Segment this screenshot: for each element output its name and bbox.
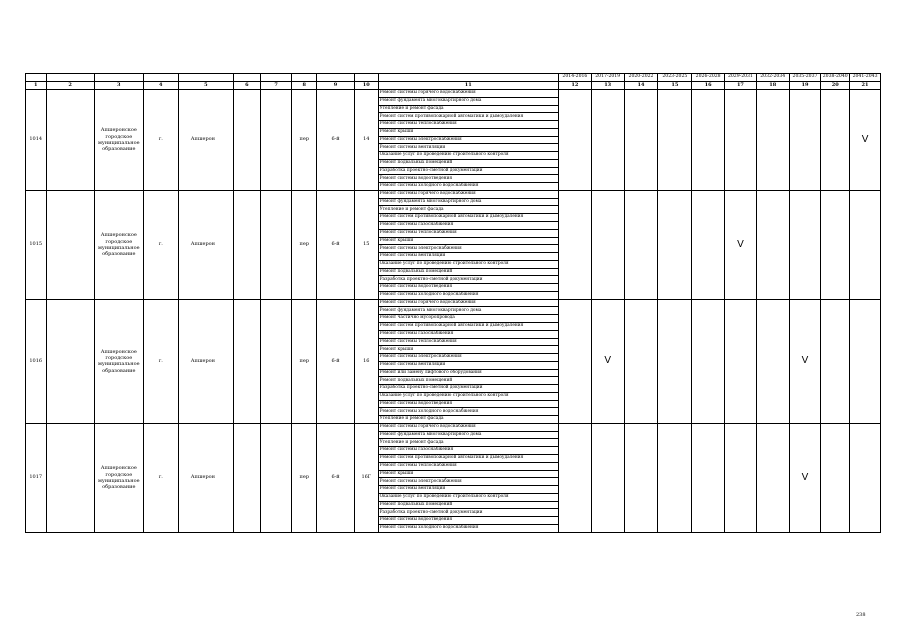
street-name: 6-й <box>317 423 355 532</box>
period-mark <box>850 423 881 532</box>
work-item: Ремонт крыши <box>378 346 558 354</box>
period-mark <box>756 190 789 299</box>
work-item: Утепление и ремонт фасада <box>378 439 558 447</box>
work-item: Ремонт фундамента многоквартирного дома <box>378 307 558 315</box>
work-item: Ремонт системы вентиляции <box>378 253 558 261</box>
year-header: 2023-2025 <box>658 74 692 82</box>
period-mark: V <box>591 299 624 423</box>
work-item: Ремонт системы вентиляции <box>378 486 558 494</box>
work-item: Ремонт подвальных помещений <box>378 268 558 276</box>
period-mark <box>821 299 850 423</box>
work-item: Ремонт системы водоотведения <box>378 284 558 292</box>
empty-cell <box>234 299 261 423</box>
work-item: Утепление и ремонт фасада <box>378 416 558 424</box>
municipality-name: Апшеронское городское муниципальное образование <box>94 423 143 532</box>
column-number: 3 <box>94 82 143 90</box>
period-mark <box>559 90 592 191</box>
work-item: Ремонт подвальных помещений <box>378 501 558 509</box>
locality-name: Апшерон <box>178 90 233 191</box>
work-item: Ремонт или замену лифтового оборудования <box>378 369 558 377</box>
work-item: Ремонт системы холодного водоснабжения <box>378 524 558 532</box>
period-mark <box>692 423 725 532</box>
work-item: Разработка проектно-сметной документации <box>378 509 558 517</box>
period-mark: V <box>789 423 821 532</box>
empty-cell <box>260 299 292 423</box>
period-mark <box>591 190 624 299</box>
house-number: 16Г <box>355 423 379 532</box>
work-item: Ремонт крыши <box>378 470 558 478</box>
work-item: Утепление и ремонт фасада <box>378 206 558 214</box>
locality-type: г. <box>143 190 178 299</box>
work-item: Разработка проектно-сметной документации <box>378 276 558 284</box>
work-item: Ремонт системы газоснабжения <box>378 222 558 230</box>
record-id: 1016 <box>26 299 47 423</box>
period-mark <box>658 299 692 423</box>
work-item: Ремонт фундамента многоквартирного дома <box>378 97 558 105</box>
work-item: Оказание услуг по проведению строительного контроля <box>378 152 558 160</box>
period-mark <box>850 299 881 423</box>
work-item: Утепление и ремонт фасада <box>378 105 558 113</box>
locality-name: Апшерон <box>178 190 233 299</box>
period-mark: V <box>725 190 757 299</box>
work-item: Ремонт системы холодного водоснабжения <box>378 408 558 416</box>
work-item: Ремонт систем противопожарной автоматики и дымоудаления <box>378 322 558 330</box>
year-header: 2029-2031 <box>725 74 757 82</box>
column-number: 4 <box>143 82 178 90</box>
street-name: 6-й <box>317 90 355 191</box>
record-id: 1014 <box>26 90 47 191</box>
period-mark <box>624 299 658 423</box>
work-item: Ремонт подвальных помещений <box>378 377 558 385</box>
empty-cell <box>234 90 261 191</box>
work-item: Оказание услуг по проведению строительного контроля <box>378 260 558 268</box>
column-number: 19 <box>789 82 821 90</box>
page-number: 238 <box>856 612 866 618</box>
period-mark <box>559 190 592 299</box>
municipality-name: Апшеронское городское муниципальное образование <box>94 90 143 191</box>
work-item: Ремонт системы газоснабжения <box>378 330 558 338</box>
work-item: Ремонт фундамента многоквартирного дома <box>378 431 558 439</box>
locality-name: Апшерон <box>178 423 233 532</box>
period-mark <box>725 90 757 191</box>
period-mark <box>821 190 850 299</box>
period-mark <box>624 90 658 191</box>
work-item: Ремонт системы горячего водоснабжения <box>378 299 558 307</box>
work-item: Ремонт системы водоотведения <box>378 175 558 183</box>
column-number: 6 <box>234 82 261 90</box>
column-number: 20 <box>821 82 850 90</box>
column-number: 7 <box>260 82 292 90</box>
period-mark <box>789 190 821 299</box>
work-item: Ремонт системы электроснабжения <box>378 354 558 362</box>
work-item: Ремонт системы горячего водоснабжения <box>378 423 558 431</box>
work-item: Ремонт системы электроснабжения <box>378 478 558 486</box>
column-number: 11 <box>378 82 558 90</box>
work-item: Ремонт крыши <box>378 128 558 136</box>
work-item: Оказание услуг по проведению строительного контроля <box>378 493 558 501</box>
period-mark <box>658 90 692 191</box>
work-item: Ремонт подвальных помещений <box>378 159 558 167</box>
work-item: Разработка проектно-сметной документации <box>378 385 558 393</box>
work-item: Ремонт фундамента многоквартирного дома <box>378 198 558 206</box>
street-type: пер <box>292 423 317 532</box>
year-header: 2017-2019 <box>591 74 624 82</box>
street-type: пер <box>292 190 317 299</box>
municipality-name: Апшеронское городское муниципальное образование <box>94 190 143 299</box>
work-item: Ремонт крыши <box>378 237 558 245</box>
empty-cell <box>46 423 94 532</box>
period-mark <box>821 90 850 191</box>
year-header: 2041-2043 <box>850 74 881 82</box>
table-row <box>26 299 881 307</box>
period-mark <box>658 423 692 532</box>
work-item: Ремонт системы вентиляции <box>378 361 558 369</box>
column-number: 15 <box>658 82 692 90</box>
work-item: Ремонт системы электроснабжения <box>378 136 558 144</box>
column-number: 8 <box>292 82 317 90</box>
house-number: 15 <box>355 190 379 299</box>
house-number: 16 <box>355 299 379 423</box>
year-header: 2020-2022 <box>624 74 658 82</box>
work-item: Ремонт системы теплоснабжения <box>378 462 558 470</box>
column-number: 2 <box>46 82 94 90</box>
column-number: 10 <box>355 82 379 90</box>
year-header: 2032-2034 <box>756 74 789 82</box>
column-number: 9 <box>317 82 355 90</box>
work-item: Ремонт системы холодного водоснабжения <box>378 291 558 299</box>
locality-type: г. <box>143 90 178 191</box>
record-id: 1015 <box>26 190 47 299</box>
period-mark <box>624 190 658 299</box>
work-item: Ремонт системы водоотведения <box>378 400 558 408</box>
period-mark <box>692 190 725 299</box>
work-item: Ремонт систем противопожарной автоматики и дымоудаления <box>378 113 558 121</box>
table-row <box>26 90 881 98</box>
locality-type: г. <box>143 299 178 423</box>
work-item: Ремонт частично мусоропровода <box>378 315 558 323</box>
municipality-name: Апшеронское городское муниципальное образование <box>94 299 143 423</box>
street-name: 6-й <box>317 299 355 423</box>
column-number: 13 <box>591 82 624 90</box>
work-item: Ремонт системы водоотведения <box>378 517 558 525</box>
period-mark <box>850 190 881 299</box>
period-mark <box>789 90 821 191</box>
empty-cell <box>46 299 94 423</box>
capital-repair-table <box>25 73 881 533</box>
year-header: 2026-2028 <box>692 74 725 82</box>
work-item: Ремонт системы холодного водоснабжения <box>378 183 558 191</box>
period-mark <box>559 299 592 423</box>
year-header: 2038-2040 <box>821 74 850 82</box>
work-item: Ремонт системы теплоснабжения <box>378 229 558 237</box>
period-mark: V <box>850 90 881 191</box>
record-id: 1017 <box>26 423 47 532</box>
table-row <box>26 423 881 431</box>
street-type: пер <box>292 299 317 423</box>
table-row <box>26 190 881 198</box>
period-mark: V <box>789 299 821 423</box>
period-mark <box>756 299 789 423</box>
period-mark <box>658 190 692 299</box>
work-item: Ремонт систем противопожарной автоматики и дымоудаления <box>378 214 558 222</box>
work-item: Ремонт системы газоснабжения <box>378 447 558 455</box>
period-mark <box>725 299 757 423</box>
street-type: пер <box>292 90 317 191</box>
column-number: 17 <box>725 82 757 90</box>
work-item: Ремонт системы теплоснабжения <box>378 121 558 129</box>
column-number-row <box>26 82 881 90</box>
column-number: 16 <box>692 82 725 90</box>
period-mark <box>692 299 725 423</box>
column-number: 5 <box>178 82 233 90</box>
work-item: Оказание услуг по проведению строительного контроля <box>378 392 558 400</box>
work-item: Ремонт систем противопожарной автоматики и дымоудаления <box>378 454 558 462</box>
column-number: 14 <box>624 82 658 90</box>
period-mark <box>692 90 725 191</box>
work-item: Ремонт системы теплоснабжения <box>378 338 558 346</box>
street-name: 6-й <box>317 190 355 299</box>
locality-name: Апшерон <box>178 299 233 423</box>
column-number: 18 <box>756 82 789 90</box>
period-mark <box>559 423 592 532</box>
year-header-row <box>26 74 881 82</box>
locality-type: г. <box>143 423 178 532</box>
year-header: 2035-2037 <box>789 74 821 82</box>
empty-cell <box>260 90 292 191</box>
period-mark <box>821 423 850 532</box>
work-item: Разработка проектно-сметной документации <box>378 167 558 175</box>
empty-cell <box>234 190 261 299</box>
work-item: Ремонт системы горячего водоснабжения <box>378 90 558 98</box>
column-number: 12 <box>559 82 592 90</box>
period-mark <box>725 423 757 532</box>
column-number: 21 <box>850 82 881 90</box>
period-mark <box>591 90 624 191</box>
period-mark <box>591 423 624 532</box>
empty-cell <box>46 90 94 191</box>
period-mark <box>624 423 658 532</box>
empty-cell <box>260 190 292 299</box>
period-mark <box>756 423 789 532</box>
column-number: 1 <box>26 82 47 90</box>
work-item: Ремонт системы горячего водоснабжения <box>378 190 558 198</box>
empty-cell <box>234 423 261 532</box>
year-header: 2014-2016 <box>559 74 592 82</box>
period-mark <box>756 90 789 191</box>
empty-cell <box>46 190 94 299</box>
work-item: Ремонт системы вентиляции <box>378 144 558 152</box>
work-item: Ремонт системы электроснабжения <box>378 245 558 253</box>
house-number: 14 <box>355 90 379 191</box>
empty-cell <box>260 423 292 532</box>
